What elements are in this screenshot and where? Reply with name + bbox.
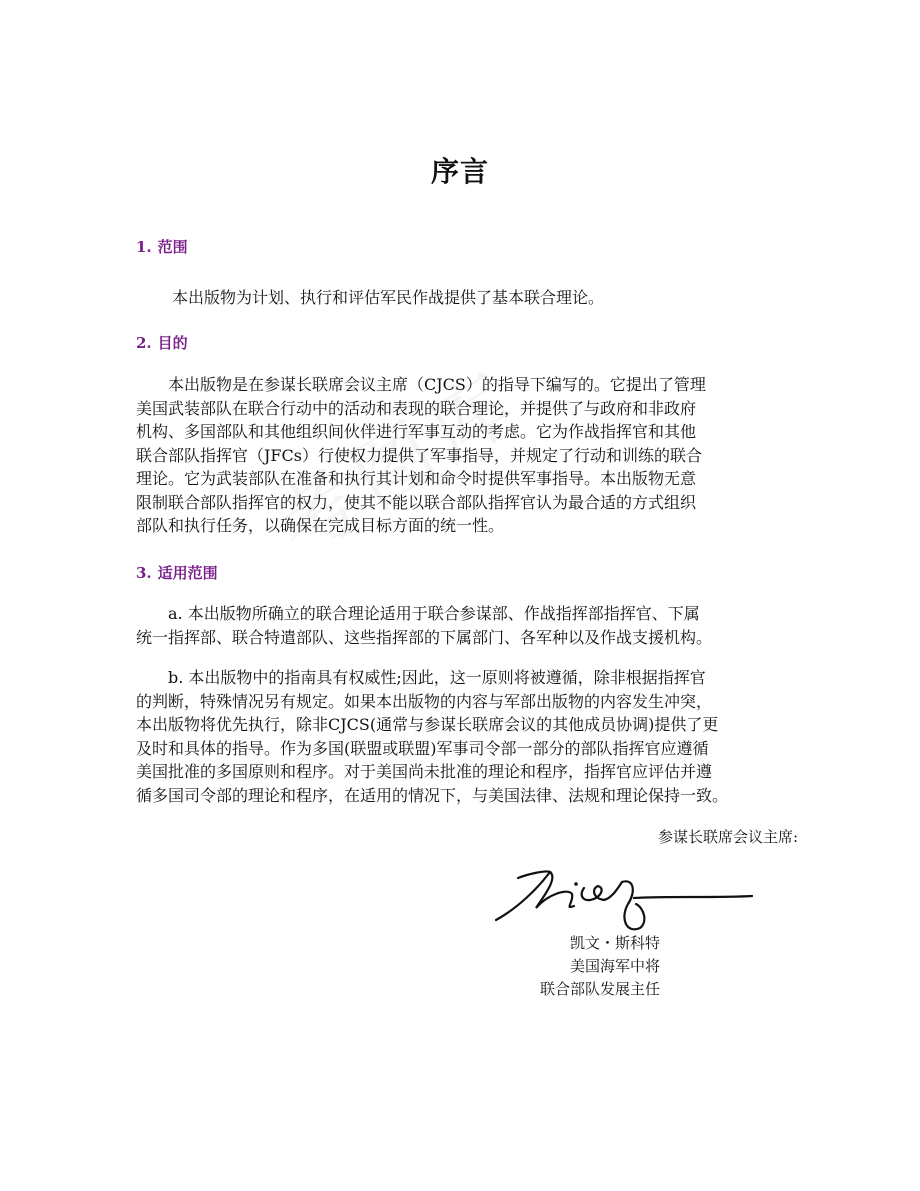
section-heading-purpose <box>136 332 188 353</box>
paragraph-line: 联合部队指挥官（JFCs）行使权力提供了军事指导，并规定了行动和训练的联合 <box>136 445 702 465</box>
paragraph-line: 的判断，特殊情况另有规定。如果本出版物的内容与军部出版物的内容发生冲突， <box>136 691 713 711</box>
paragraph-line: 美国武装部队在联合行动中的活动和表现的联合理论，并提供了与政府和非政府 <box>136 398 697 418</box>
section-heading-scope <box>136 236 188 257</box>
paragraph-line: 循多国司令部的理论和程序，在适用的情况下，与美国法律、法规和理论保持一致。 <box>136 785 729 805</box>
paragraph-line: 统一指挥部、联合特遣部队、这些指挥部的下属部门、各军种以及作战支援机构。 <box>136 627 713 647</box>
section-heading-applicability <box>136 562 218 583</box>
section-number: 1. <box>136 238 152 256</box>
paragraph-line: 及时和具体的指导。作为多国(联盟或联盟)军事司令部一部分的部队指挥官应遵循 <box>136 738 709 758</box>
section-body-purpose <box>136 373 798 538</box>
section-title: 适用范围 <box>157 564 218 582</box>
handwritten-signature <box>488 858 758 938</box>
section-number: 2. <box>136 334 152 352</box>
paragraph-a <box>136 602 798 649</box>
section-body-scope <box>136 286 798 310</box>
signatory-name: 凯文・斯科特 <box>569 934 660 952</box>
signatory-rank: 美国海军中将 <box>569 957 660 975</box>
paragraph-b <box>136 666 798 807</box>
section-title: 目的 <box>157 334 188 352</box>
paragraph-line: 理论。它为武装部队在准备和执行其计划和命令时提供军事指导。本出版物无意 <box>136 469 697 488</box>
page-title: 序言 <box>430 155 489 188</box>
paragraph-line: 限制联合部队指挥官的权力，使其不能以联合部队指挥官认为最合适的方式组织 <box>136 492 697 512</box>
signatory-block <box>520 932 660 1001</box>
paragraph-line: b. 本出版物中的指南具有权威性;因此，这一原则将被遵循，除非根据指挥官 <box>168 668 706 687</box>
section-number: 3. <box>136 564 152 582</box>
paragraph-line: 美国批准的多国原则和程序。对于美国尚未批准的理论和程序，指挥官应评估并遵 <box>136 762 713 781</box>
paragraph-line: 本出版物为计划、执行和评估军民作战提供了基本联合理论。 <box>172 288 605 307</box>
signatory-position: 联合部队发展主任 <box>539 980 660 998</box>
section-title: 范围 <box>157 238 188 256</box>
paragraph-line: 机构、多国部队和其他组织间伙伴进行军事互动的考虑。它为作战指挥官和其他 <box>136 422 697 441</box>
signature-caption: 参谋长联席会议主席: <box>657 828 798 846</box>
paragraph-line: 部队和执行任务，以确保在完成目标方面的统一性。 <box>136 516 505 535</box>
paragraph-line: 本出版物是在参谋长联席会议主席（CJCS）的指导下编写的。它提出了管理 <box>168 375 706 394</box>
paragraph-line: 本出版物将优先执行，除非CJCS(通常与参谋长联席会议的其他成员协调)提供了更 <box>136 715 719 734</box>
paragraph-line: a. 本出版物所确立的联合理论适用于联合参谋部、作战指挥部指挥官、下属 <box>168 604 700 623</box>
